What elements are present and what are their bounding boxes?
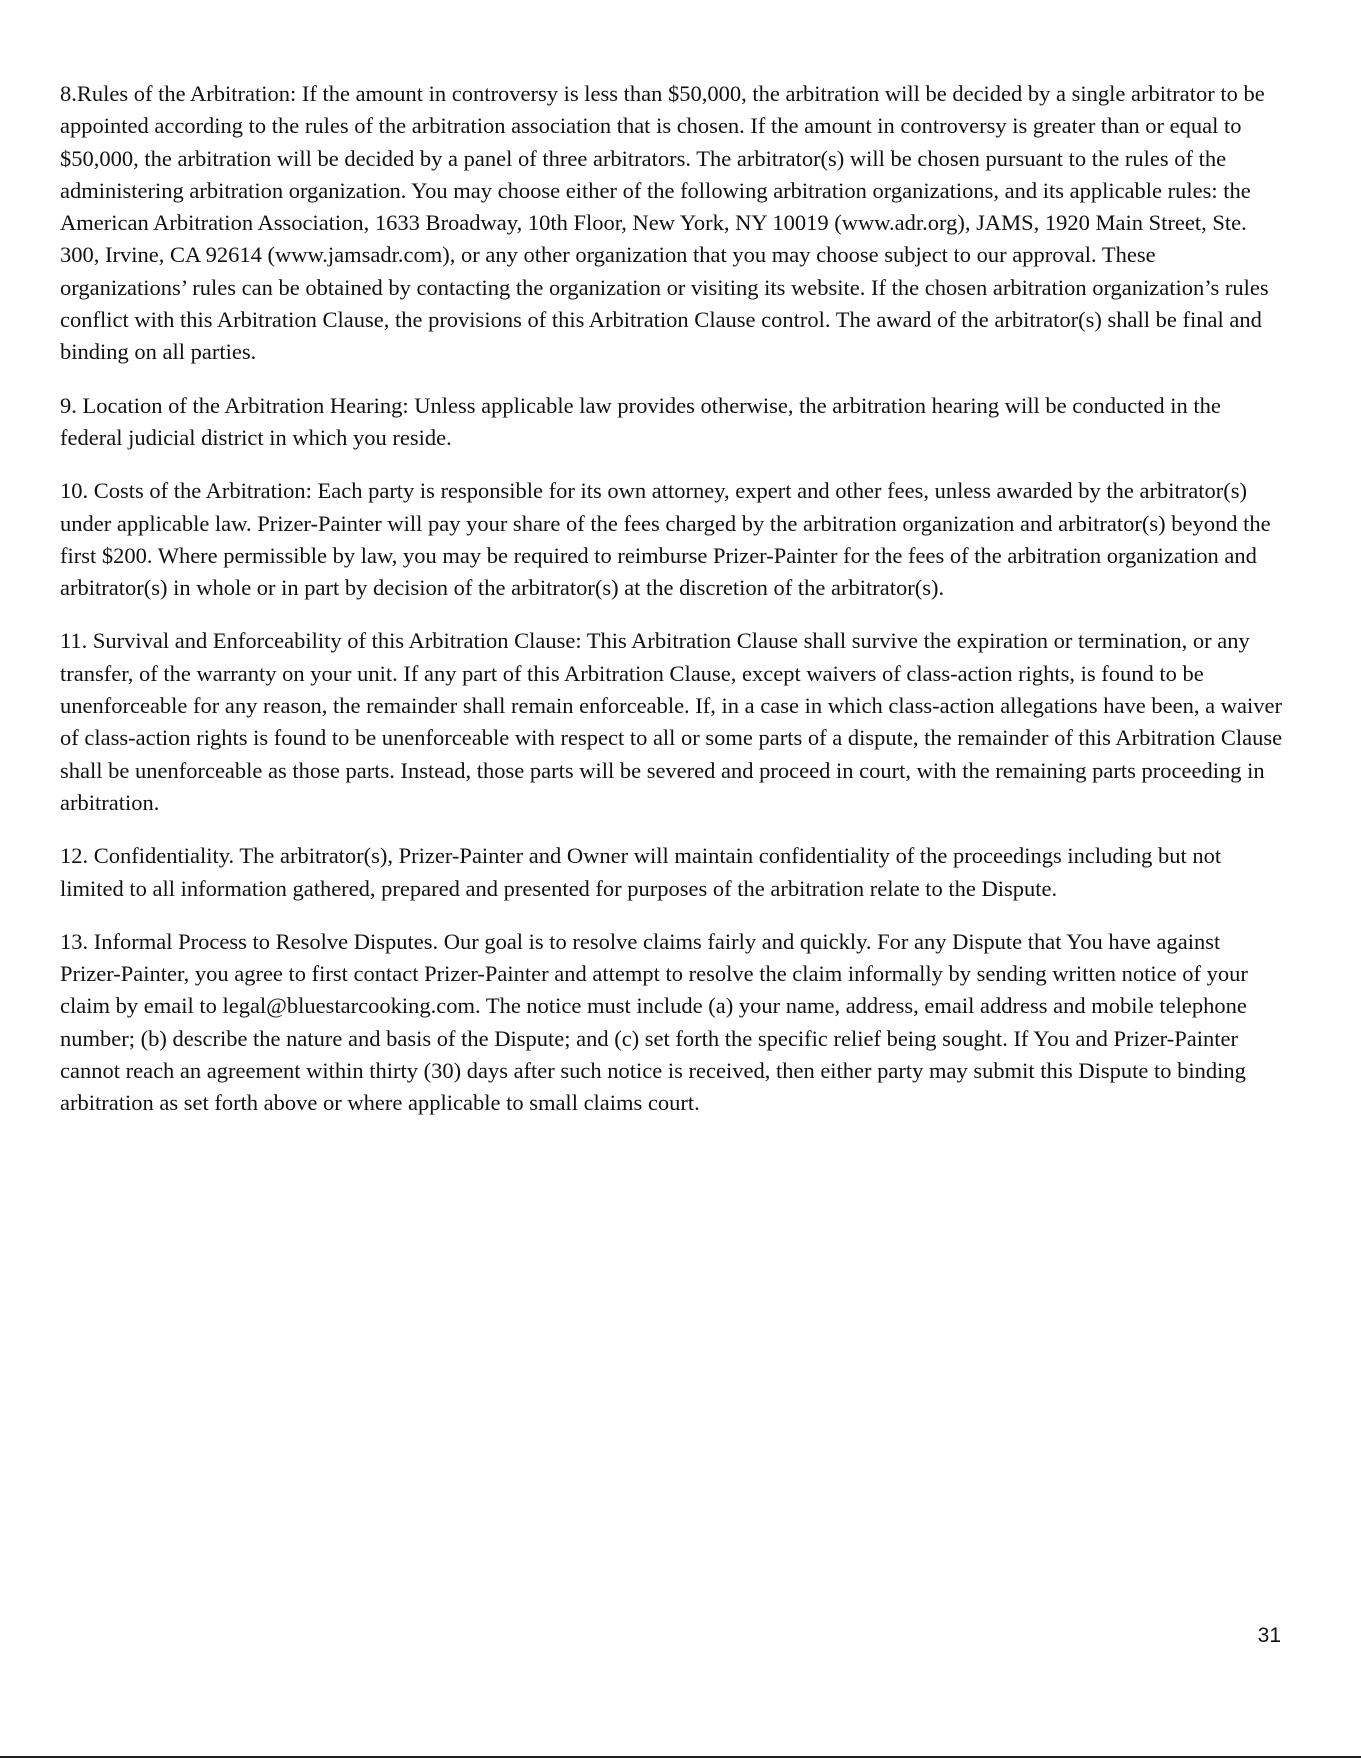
paragraph-rules-of-arbitration: 8.Rules of the Arbitration: If the amount in controversy is less than $50,000, the arbitration will be decided by a single arbitrator to be appointed according to the rules of the arbitration association that is chosen. If the amount in controversy is greater than or equal to $50,000, the arbitration will be decided by a panel of three arbitrators. The arbitrator(s) will be chosen pursuant to the rules of the administering arbitration organization. You may choose either of the following arbitration organizations, and its applicable rules: the American Arbitration Association, 1633 Broadway, 10th Floor, New York, NY 10019 (www.adr.org), JAMS, 1920 Main Street, Ste. 300, Irvine, CA 92614 (www.jamsadr.com), or any other organization that you may choose subject to our approval. These organizations’ rules can be obtained by contacting the organization or visiting its website. If the chosen arbitration organization’s rules conflict with this Arbitration Clause, the provisions of this Arbitration Clause control. The award of the arbitrator(s) shall be final and binding on all parties. bbox=[60, 81, 1269, 365]
paragraph-costs-of-arbitration: 10. Costs of the Arbitration: Each party is responsible for its own attorney, expert and other fees, unless awarded by the arbitrator(s) under applicable law. Prizer-Painter will pay your share of the fees charged by the arbitration organization and arbitrator(s) beyond the first $200. Where permissible by law, you may be required to reimburse Prizer-Painter for the fees of the arbitration organization and arbitrator(s) in whole or in part by decision of the arbitrator(s) at the discretion of the arbitrator(s). bbox=[60, 478, 1271, 601]
paragraph-survival-enforceability: 11. Survival and Enforceability of this Arbitration Clause: This Arbitration Clause shall survive the expiration or termination, or any transfer, of the warranty on your unit. If any part of this Arbitration Clause, except waivers of class-action rights, is found to be unenforceable for any reason, the remainder shall remain enforceable. If, in a case in which class-action allegations have been, a waiver of class-action rights is found to be unenforceable with respect to all or some parts of a dispute, the remainder of this Arbitration Clause shall be unenforceable as those parts. Instead, those parts will be severed and proceed in court, with the remaining parts proceeding in arbitration. bbox=[60, 628, 1283, 815]
paragraph-location-of-hearing: 9. Location of the Arbitration Hearing: Unless applicable law provides otherwise, the arbitration hearing will be conducted in the federal judicial district in which you reside. bbox=[60, 392, 1221, 450]
paragraph-confidentiality: 12. Confidentiality. The arbitrator(s), Prizer-Painter and Owner will maintain confidentiality of the proceedings including but not limited to all information gathered, prepared and presented for purposes of the arbitration relate to the Dispute. bbox=[60, 843, 1222, 901]
page-bottom-edge bbox=[0, 1756, 1361, 1758]
page-number: 31 bbox=[1257, 1624, 1281, 1647]
document-body bbox=[60, 78, 1285, 1141]
paragraph-informal-process: 13. Informal Process to Resolve Disputes. Our goal is to resolve claims fairly and quickly. For any Dispute that You have against Prizer-Painter, you agree to first contact Prizer-Painter and attempt to resolve the claim informally by sending written notice of your claim by email to legal@bluestarcooking.com. The notice must include (a) your name, address, email address and mobile telephone number; (b) describe the nature and basis of the Dispute; and (c) set forth the specific relief being sought. If You and Prizer-Painter cannot reach an agreement within thirty (30) days after such notice is received, then either party may submit this Dispute to binding arbitration as set forth above or where applicable to small claims court. bbox=[60, 928, 1248, 1116]
